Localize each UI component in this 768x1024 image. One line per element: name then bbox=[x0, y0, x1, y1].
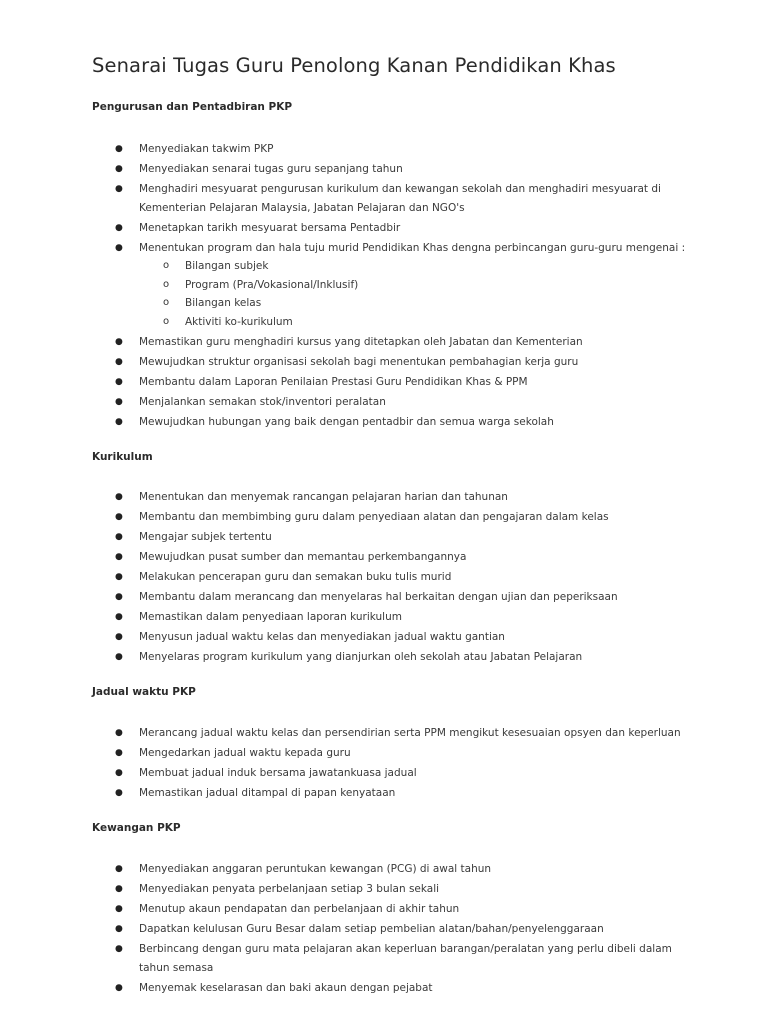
list-item-text: Menyusun jadual waktu kelas dan menyediakan jadual waktu gantian bbox=[139, 631, 505, 643]
bullet-icon: ● bbox=[115, 184, 123, 194]
section-list bbox=[92, 724, 692, 803]
section-heading: Jadual waktu PKP bbox=[92, 686, 196, 698]
list-item bbox=[92, 393, 692, 412]
list-item-text: Membantu dalam merancang dan menyelaras hal berkaitan dengan ujian dan peperiksaan bbox=[139, 591, 618, 603]
list-item-text: Membantu dan membimbing guru dalam penyediaan alatan dan pengajaran dalam kelas bbox=[139, 511, 609, 523]
circle-bullet-icon: o bbox=[163, 297, 170, 308]
bullet-icon: ● bbox=[115, 492, 123, 502]
list-item bbox=[92, 940, 692, 977]
list-item-text: Merancang jadual waktu kelas dan persendirian serta PPM mengikut kesesuaian opsyen dan keperluan bbox=[139, 727, 681, 739]
bullet-icon: ● bbox=[115, 904, 123, 914]
list-item bbox=[92, 548, 692, 567]
list-item bbox=[92, 413, 692, 432]
list-item bbox=[92, 508, 692, 527]
list-item bbox=[92, 160, 692, 179]
bullet-icon: ● bbox=[115, 652, 123, 662]
list-item-text: Menyediakan takwim PKP bbox=[139, 143, 274, 155]
list-item-text: Menjalankan semakan stok/inventori peralatan bbox=[139, 395, 386, 408]
sub-list-item bbox=[139, 294, 692, 313]
list-item bbox=[92, 648, 692, 667]
bullet-icon: ● bbox=[115, 336, 123, 347]
bullet-icon: ● bbox=[115, 164, 123, 174]
list-item bbox=[92, 333, 692, 352]
list-item-text: Membantu dalam Laporan Penilaian Prestasi Guru Pendidikan Khas & PPM bbox=[139, 375, 528, 388]
sub-list-item-text: Bilangan subjek bbox=[185, 260, 269, 272]
list-item-text: Mewujudkan pusat sumber dan memantau perkembangannya bbox=[139, 551, 467, 563]
list-item bbox=[92, 764, 692, 783]
list-item-text: Memastikan guru menghadiri kursus yang ditetapkan oleh Jabatan dan Kementerian bbox=[139, 335, 583, 348]
sub-list-item bbox=[139, 313, 692, 332]
bullet-icon: ● bbox=[115, 982, 123, 993]
circle-bullet-icon: o bbox=[163, 278, 170, 290]
list-item-text: Memastikan dalam penyediaan laporan kurikulum bbox=[139, 611, 402, 623]
list-item-text: Menentukan program dan hala tuju murid Pendidikan Khas dengna perbincangan guru-guru mengenai : bbox=[139, 241, 686, 254]
section-pengurusan bbox=[92, 100, 692, 433]
bullet-icon: ● bbox=[115, 222, 123, 233]
list-item-text: Menyediakan anggaran peruntukan kewangan (PCG) di awal tahun bbox=[139, 863, 492, 875]
list-item bbox=[92, 608, 692, 627]
sub-list-item-text: Aktiviti ko-kurikulum bbox=[185, 315, 293, 328]
list-item bbox=[92, 528, 692, 547]
bullet-icon: ● bbox=[115, 864, 123, 874]
bullet-icon: ● bbox=[115, 592, 123, 602]
list-item bbox=[92, 180, 692, 217]
list-item bbox=[92, 860, 692, 879]
list-item bbox=[92, 488, 692, 507]
bullet-icon: ● bbox=[115, 552, 123, 562]
section-heading: Pengurusan dan Pentadbiran PKP bbox=[92, 101, 293, 113]
section-kurikulum bbox=[92, 450, 692, 668]
bullet-icon: ● bbox=[115, 612, 123, 622]
bullet-icon: ● bbox=[115, 242, 123, 253]
list-item bbox=[92, 744, 692, 763]
bullet-icon: ● bbox=[115, 884, 123, 894]
list-item-text: Dapatkan kelulusan Guru Besar dalam setiap pembelian alatan/bahan/penyelenggaraan bbox=[139, 923, 604, 935]
bullet-icon: ● bbox=[115, 788, 123, 798]
list-item-text: Menyemak keselarasan dan baki akaun dengan pejabat bbox=[139, 981, 433, 994]
list-item-text: Membuat jadual induk bersama jawatankuasa jadual bbox=[139, 767, 417, 779]
section-heading: Kurikulum bbox=[92, 451, 153, 463]
list-item-text: Menghadiri mesyuarat pengurusan kurikulum dan kewangan sekolah dan menghadiri mesyuarat di Kementerian Pelajaran Malaysia, Jabatan Pelajaran dan NGO's bbox=[139, 183, 661, 214]
bullet-icon: ● bbox=[115, 572, 123, 582]
bullet-icon: ● bbox=[115, 416, 123, 427]
circle-bullet-icon: o bbox=[163, 315, 170, 327]
list-item bbox=[92, 628, 692, 647]
list-item bbox=[92, 140, 692, 159]
bullet-icon: ● bbox=[115, 924, 123, 934]
list-item bbox=[92, 880, 692, 899]
list-item bbox=[92, 588, 692, 607]
list-item bbox=[92, 920, 692, 939]
sub-list-item bbox=[139, 257, 692, 276]
list-item-text: Menyediakan senarai tugas guru sepanjang tahun bbox=[139, 163, 403, 175]
section-heading: Kewangan PKP bbox=[92, 822, 181, 834]
list-item bbox=[92, 219, 692, 238]
list-item-text: Mengedarkan jadual waktu kepada guru bbox=[139, 747, 351, 759]
list-item-text: Menyediakan penyata perbelanjaan setiap 3 bulan sekali bbox=[139, 883, 440, 895]
list-item-text: Melakukan pencerapan guru dan semakan buku tulis murid bbox=[139, 571, 452, 583]
bullet-icon: ● bbox=[115, 532, 123, 542]
bullet-icon: ● bbox=[115, 768, 123, 778]
bullet-icon: ● bbox=[115, 944, 123, 954]
bullet-icon: ● bbox=[115, 376, 123, 387]
bullet-icon: ● bbox=[115, 632, 123, 642]
bullet-icon: ● bbox=[115, 748, 123, 758]
sub-list-item-text: Program (Pra/Vokasional/Inklusif) bbox=[185, 278, 359, 291]
list-item-text: Mengajar subjek tertentu bbox=[139, 531, 272, 543]
section-kewangan bbox=[92, 821, 692, 999]
sub-list-item-text: Bilangan kelas bbox=[185, 297, 262, 309]
section-list bbox=[92, 488, 692, 667]
list-item bbox=[92, 900, 692, 919]
bullet-icon: ● bbox=[115, 728, 123, 738]
bullet-icon: ● bbox=[115, 356, 123, 367]
circle-bullet-icon: o bbox=[163, 260, 170, 271]
list-item bbox=[92, 979, 692, 998]
list-item-text: Menentukan dan menyemak rancangan pelajaran harian dan tahunan bbox=[139, 491, 508, 503]
list-item bbox=[92, 373, 692, 392]
bullet-icon: ● bbox=[115, 144, 123, 154]
list-item bbox=[92, 724, 692, 743]
section-list bbox=[92, 860, 692, 997]
sub-list-item bbox=[139, 276, 692, 295]
section-list bbox=[92, 140, 692, 431]
list-item-text: Menyelaras program kurikulum yang dianjurkan oleh sekolah atau Jabatan Pelajaran bbox=[139, 651, 583, 663]
list-item-text: Memastikan jadual ditampal di papan kenyataan bbox=[139, 787, 396, 799]
section-jadual-waktu bbox=[92, 685, 692, 804]
list-item bbox=[92, 353, 692, 372]
list-item bbox=[92, 568, 692, 587]
list-item-text: Berbincang dengan guru mata pelajaran akan keperluan barangan/peralatan yang perlu dibeli dalam tahun semasa bbox=[139, 943, 672, 974]
sub-list bbox=[139, 257, 692, 331]
list-item-text: Mewujudkan struktur organisasi sekolah bagi menentukan pembahagian kerja guru bbox=[139, 355, 579, 368]
list-item-text: Menutup akaun pendapatan dan perbelanjaan di akhir tahun bbox=[139, 903, 460, 915]
bullet-icon: ● bbox=[115, 512, 123, 522]
page-title: Senarai Tugas Guru Penolong Kanan Pendidikan Khas bbox=[92, 54, 616, 77]
list-item-text: Menetapkan tarikh mesyuarat bersama Pentadbir bbox=[139, 221, 401, 234]
list-item bbox=[92, 784, 692, 803]
list-item-text: Mewujudkan hubungan yang baik dengan pentadbir dan semua warga sekolah bbox=[139, 415, 554, 428]
list-item bbox=[92, 239, 692, 332]
bullet-icon: ● bbox=[115, 396, 123, 407]
